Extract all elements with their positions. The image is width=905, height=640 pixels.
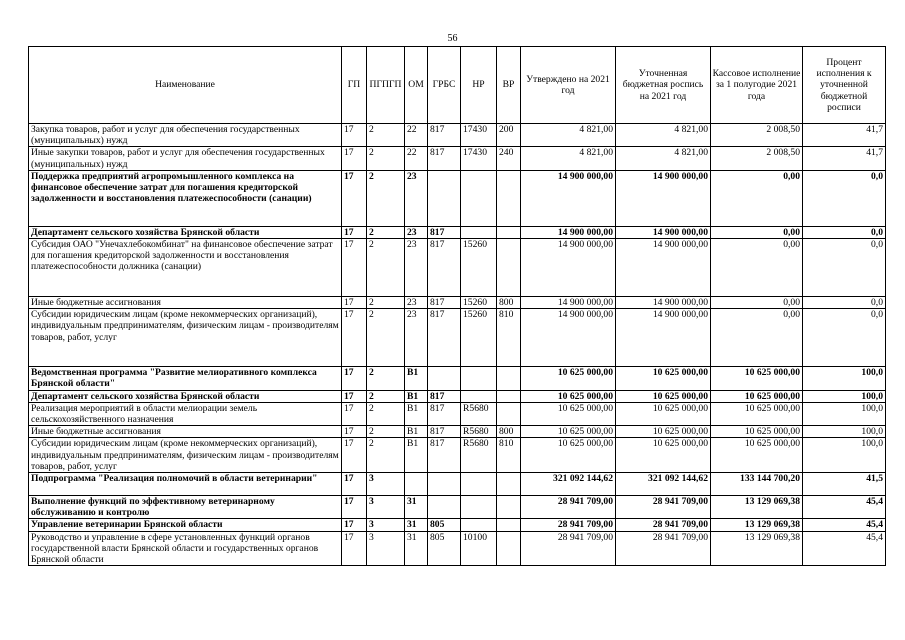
table-row xyxy=(29,239,886,297)
cell-ppgp: 3 xyxy=(367,519,405,531)
cell-vr: 200 xyxy=(497,124,521,147)
cell-percent: 41,7 xyxy=(803,147,886,170)
header-name: Наименование xyxy=(29,47,342,124)
cell-percent: 100,0 xyxy=(803,438,886,473)
cell-name: Поддержка предприятий агропромышленного комплекса на финансовое обеспечение затрат для погашения кредиторской задолженности и восстановления платежеспособности (санации) xyxy=(29,170,342,226)
cell-name: Ведомственная программа "Развитие мелиоративного комплекса Брянской области" xyxy=(29,367,342,390)
table-row xyxy=(29,426,886,438)
cell-percent: 45,4 xyxy=(803,496,886,519)
cell-name: Иные бюджетные ассигнования xyxy=(29,426,342,438)
cell-om: 23 xyxy=(405,226,428,238)
header-ppgp: ПГПГП xyxy=(367,47,405,124)
cell-ppgp: 2 xyxy=(367,297,405,309)
cell-grbs: 805 xyxy=(428,531,461,566)
cell-vr: 810 xyxy=(497,309,521,367)
cell-name: Управление ветеринарии Брянской области xyxy=(29,519,342,531)
cell-ppgp: 3 xyxy=(367,531,405,566)
cell-om: 31 xyxy=(405,496,428,519)
cell-gp: 17 xyxy=(342,519,367,531)
cell-cash: 13 129 069,38 xyxy=(711,496,803,519)
cell-om xyxy=(405,473,428,496)
cell-approved: 10 625 000,00 xyxy=(521,426,616,438)
cell-cash: 10 625 000,00 xyxy=(711,390,803,402)
cell-ppgp: 2 xyxy=(367,124,405,147)
cell-ppgp: 3 xyxy=(367,496,405,519)
cell-percent: 0,0 xyxy=(803,239,886,297)
budget-execution-table xyxy=(28,46,886,566)
table-row xyxy=(29,226,886,238)
cell-om: В1 xyxy=(405,438,428,473)
table-row xyxy=(29,473,886,496)
cell-ppgp: 2 xyxy=(367,147,405,170)
cell-grbs: 817 xyxy=(428,297,461,309)
cell-vr xyxy=(497,402,521,425)
cell-refined: 28 941 709,00 xyxy=(616,496,711,519)
cell-refined: 14 900 000,00 xyxy=(616,239,711,297)
cell-approved: 10 625 000,00 xyxy=(521,367,616,390)
cell-approved: 321 092 144,62 xyxy=(521,473,616,496)
cell-vr xyxy=(497,170,521,226)
cell-ppgp: 2 xyxy=(367,170,405,226)
cell-np xyxy=(461,170,497,226)
cell-grbs: 817 xyxy=(428,426,461,438)
cell-vr: 800 xyxy=(497,297,521,309)
cell-np: 15260 xyxy=(461,297,497,309)
cell-refined: 10 625 000,00 xyxy=(616,367,711,390)
cell-percent: 100,0 xyxy=(803,426,886,438)
cell-ppgp: 2 xyxy=(367,402,405,425)
cell-grbs: 817 xyxy=(428,147,461,170)
cell-om: 23 xyxy=(405,309,428,367)
cell-percent: 0,0 xyxy=(803,170,886,226)
cell-approved: 10 625 000,00 xyxy=(521,438,616,473)
cell-name: Руководство и управление в сфере установленных функций органов государственной власти Брянской области и государственных органов Брянской области xyxy=(29,531,342,566)
cell-vr xyxy=(497,367,521,390)
cell-om: 22 xyxy=(405,124,428,147)
cell-name: Субсидии юридическим лицам (кроме некоммерческих организаций), индивидуальным предпринимателям, физическим лицам - производителям товаров, работ, услуг xyxy=(29,309,342,367)
cell-percent: 100,0 xyxy=(803,390,886,402)
cell-approved: 14 900 000,00 xyxy=(521,297,616,309)
table-row xyxy=(29,390,886,402)
cell-np: 17430 xyxy=(461,147,497,170)
cell-grbs xyxy=(428,473,461,496)
cell-refined: 28 941 709,00 xyxy=(616,531,711,566)
cell-np xyxy=(461,519,497,531)
cell-gp: 17 xyxy=(342,297,367,309)
cell-name: Субсидия ОАО "Унечахлебокомбинат" на финансовое обеспечение затрат для погашения кредиторской задолженности и восстановления платежеспособности должника (санации) xyxy=(29,239,342,297)
cell-ppgp: 2 xyxy=(367,367,405,390)
cell-cash: 2 008,50 xyxy=(711,124,803,147)
cell-gp: 17 xyxy=(342,309,367,367)
cell-vr xyxy=(497,496,521,519)
table-row xyxy=(29,438,886,473)
cell-refined: 14 900 000,00 xyxy=(616,170,711,226)
table-header-row xyxy=(29,47,886,124)
cell-name: Департамент сельского хозяйства Брянской области xyxy=(29,226,342,238)
cell-approved: 14 900 000,00 xyxy=(521,226,616,238)
cell-cash: 0,00 xyxy=(711,297,803,309)
cell-np xyxy=(461,390,497,402)
cell-om: 23 xyxy=(405,239,428,297)
cell-np xyxy=(461,496,497,519)
cell-grbs: 817 xyxy=(428,124,461,147)
cell-cash: 133 144 700,20 xyxy=(711,473,803,496)
cell-name: Департамент сельского хозяйства Брянской области xyxy=(29,390,342,402)
cell-cash: 10 625 000,00 xyxy=(711,402,803,425)
cell-refined: 4 821,00 xyxy=(616,147,711,170)
header-approved: Утверждено на 2021 год xyxy=(521,47,616,124)
cell-percent: 0,0 xyxy=(803,226,886,238)
cell-grbs xyxy=(428,367,461,390)
cell-name: Подпрограмма "Реализация полномочий в области ветеринарии" xyxy=(29,473,342,496)
cell-approved: 28 941 709,00 xyxy=(521,519,616,531)
cell-ppgp: 2 xyxy=(367,438,405,473)
cell-name: Субсидии юридическим лицам (кроме некоммерческих организаций), индивидуальным предпринимателям, физическим лицам - производителям товаров, работ, услуг xyxy=(29,438,342,473)
cell-gp: 17 xyxy=(342,390,367,402)
cell-np: 10100 xyxy=(461,531,497,566)
header-refined: Уточненная бюджетная роспись на 2021 год xyxy=(616,47,711,124)
cell-gp: 17 xyxy=(342,170,367,226)
cell-np: R5680 xyxy=(461,438,497,473)
cell-name: Выполнение функций по эффективному ветеринарному обслуживанию и контролю xyxy=(29,496,342,519)
cell-om: В1 xyxy=(405,390,428,402)
cell-approved: 4 821,00 xyxy=(521,124,616,147)
cell-approved: 14 900 000,00 xyxy=(521,170,616,226)
cell-grbs: 817 xyxy=(428,309,461,367)
cell-vr: 810 xyxy=(497,438,521,473)
cell-gp: 17 xyxy=(342,124,367,147)
header-gp: ГП xyxy=(342,47,367,124)
cell-ppgp: 2 xyxy=(367,239,405,297)
table-row xyxy=(29,297,886,309)
cell-grbs: 805 xyxy=(428,519,461,531)
cell-grbs: 817 xyxy=(428,390,461,402)
cell-vr: 240 xyxy=(497,147,521,170)
header-om: ОМ xyxy=(405,47,428,124)
cell-vr xyxy=(497,390,521,402)
cell-gp: 17 xyxy=(342,426,367,438)
table-row xyxy=(29,402,886,425)
table-row xyxy=(29,367,886,390)
cell-grbs: 817 xyxy=(428,239,461,297)
header-grbs: ГРБС xyxy=(428,47,461,124)
page-number: 56 xyxy=(447,33,458,44)
cell-approved: 28 941 709,00 xyxy=(521,531,616,566)
cell-cash: 0,00 xyxy=(711,226,803,238)
cell-grbs: 817 xyxy=(428,402,461,425)
cell-percent: 45,4 xyxy=(803,519,886,531)
cell-percent: 100,0 xyxy=(803,367,886,390)
cell-np: R5680 xyxy=(461,402,497,425)
cell-om: В1 xyxy=(405,402,428,425)
cell-cash: 0,00 xyxy=(711,309,803,367)
cell-cash: 10 625 000,00 xyxy=(711,426,803,438)
cell-gp: 17 xyxy=(342,147,367,170)
cell-percent: 41,5 xyxy=(803,473,886,496)
cell-om: В1 xyxy=(405,426,428,438)
cell-percent: 0,0 xyxy=(803,309,886,367)
cell-ppgp: 3 xyxy=(367,473,405,496)
cell-name: Реализация мероприятий в области мелиорации земель сельскохозяйственного назначения xyxy=(29,402,342,425)
cell-np xyxy=(461,473,497,496)
cell-vr xyxy=(497,531,521,566)
cell-approved: 10 625 000,00 xyxy=(521,402,616,425)
cell-refined: 14 900 000,00 xyxy=(616,309,711,367)
cell-cash: 13 129 069,38 xyxy=(711,519,803,531)
cell-gp: 17 xyxy=(342,226,367,238)
cell-percent: 0,0 xyxy=(803,297,886,309)
cell-gp: 17 xyxy=(342,473,367,496)
cell-percent: 100,0 xyxy=(803,402,886,425)
table-row xyxy=(29,147,886,170)
cell-grbs: 817 xyxy=(428,226,461,238)
cell-gp: 17 xyxy=(342,402,367,425)
cell-refined: 14 900 000,00 xyxy=(616,297,711,309)
table-row xyxy=(29,124,886,147)
cell-cash: 0,00 xyxy=(711,239,803,297)
cell-cash: 13 129 069,38 xyxy=(711,531,803,566)
cell-ppgp: 2 xyxy=(367,426,405,438)
cell-approved: 14 900 000,00 xyxy=(521,239,616,297)
header-percent: Процент исполнения к уточненной бюджетной росписи xyxy=(803,47,886,124)
cell-name: Иные закупки товаров, работ и услуг для обеспечения государственных (муниципальных) нужд xyxy=(29,147,342,170)
cell-name: Закупка товаров, работ и услуг для обеспечения государственных (муниципальных) нужд xyxy=(29,124,342,147)
header-vr: ВР xyxy=(497,47,521,124)
cell-gp: 17 xyxy=(342,239,367,297)
cell-name: Иные бюджетные ассигнования xyxy=(29,297,342,309)
cell-np: R5680 xyxy=(461,426,497,438)
cell-refined: 10 625 000,00 xyxy=(616,426,711,438)
cell-grbs xyxy=(428,496,461,519)
cell-om: В1 xyxy=(405,367,428,390)
cell-approved: 10 625 000,00 xyxy=(521,390,616,402)
cell-om: 22 xyxy=(405,147,428,170)
table-row xyxy=(29,170,886,226)
cell-om: 23 xyxy=(405,170,428,226)
cell-approved: 4 821,00 xyxy=(521,147,616,170)
cell-np xyxy=(461,367,497,390)
cell-ppgp: 2 xyxy=(367,390,405,402)
table-body xyxy=(29,124,886,566)
cell-ppgp: 2 xyxy=(367,226,405,238)
cell-refined: 321 092 144,62 xyxy=(616,473,711,496)
cell-gp: 17 xyxy=(342,438,367,473)
cell-approved: 14 900 000,00 xyxy=(521,309,616,367)
cell-ppgp: 2 xyxy=(367,309,405,367)
cell-vr: 800 xyxy=(497,426,521,438)
table-row xyxy=(29,519,886,531)
header-np: НР xyxy=(461,47,497,124)
cell-vr xyxy=(497,519,521,531)
cell-cash: 0,00 xyxy=(711,170,803,226)
cell-vr xyxy=(497,226,521,238)
cell-vr xyxy=(497,473,521,496)
cell-percent: 45,4 xyxy=(803,531,886,566)
cell-refined: 10 625 000,00 xyxy=(616,390,711,402)
cell-refined: 10 625 000,00 xyxy=(616,438,711,473)
cell-refined: 14 900 000,00 xyxy=(616,226,711,238)
cell-cash: 10 625 000,00 xyxy=(711,367,803,390)
cell-om: 23 xyxy=(405,297,428,309)
cell-np: 15260 xyxy=(461,309,497,367)
cell-om: 31 xyxy=(405,519,428,531)
cell-gp: 17 xyxy=(342,367,367,390)
header-cash: Кассовое исполнение за 1 полугодие 2021 года xyxy=(711,47,803,124)
cell-approved: 28 941 709,00 xyxy=(521,496,616,519)
cell-gp: 17 xyxy=(342,531,367,566)
cell-refined: 28 941 709,00 xyxy=(616,519,711,531)
cell-gp: 17 xyxy=(342,496,367,519)
cell-np: 15260 xyxy=(461,239,497,297)
table-row xyxy=(29,309,886,367)
table-row xyxy=(29,496,886,519)
cell-grbs: 817 xyxy=(428,438,461,473)
cell-om: 31 xyxy=(405,531,428,566)
cell-np xyxy=(461,226,497,238)
cell-refined: 10 625 000,00 xyxy=(616,402,711,425)
cell-cash: 10 625 000,00 xyxy=(711,438,803,473)
cell-vr xyxy=(497,239,521,297)
cell-percent: 41,7 xyxy=(803,124,886,147)
table-row xyxy=(29,531,886,566)
cell-np: 17430 xyxy=(461,124,497,147)
cell-cash: 2 008,50 xyxy=(711,147,803,170)
cell-refined: 4 821,00 xyxy=(616,124,711,147)
cell-grbs xyxy=(428,170,461,226)
